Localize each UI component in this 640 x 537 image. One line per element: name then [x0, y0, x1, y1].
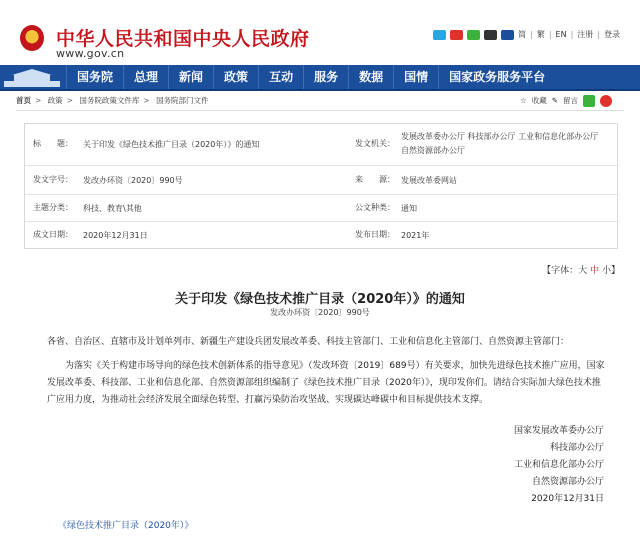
breadcrumb-policy-library[interactable]: 国务院政策文件库: [79, 96, 140, 105]
divider: |: [570, 30, 574, 39]
meta-label: 发布日期：: [355, 230, 395, 239]
meta-row: [25, 222, 617, 248]
signature-mnr: 自然资源部办公厅: [531, 477, 604, 487]
font-size-switcher: 【字体：大 中 小】: [542, 266, 620, 276]
nav-item-news[interactable]: 新闻: [168, 65, 213, 89]
meta-row: [25, 195, 617, 222]
breadcrumb-dept-documents[interactable]: 国务院部门文件: [156, 96, 209, 105]
main-nav: [0, 65, 640, 91]
meta-label: 成文日期：: [33, 230, 73, 239]
meta-published-value: 2021年: [401, 231, 430, 240]
login-link[interactable]: 登录: [604, 30, 620, 39]
comment-icon[interactable]: ✎: [551, 96, 558, 105]
breadcrumb-home[interactable]: 首页: [16, 96, 31, 105]
document-date: 2020年12月31日: [531, 494, 604, 504]
meta-title-value: 关于印发《绿色技术推广目录（2020年）》的通知: [83, 140, 260, 149]
document-body: 为落实《关于构建市场导向的绿色技术创新体系的指导意见》（发改环资〔2019〕689号）有关要求，加快先进绿色技术推广应用，国家发展改革委、科技部、工业和信息化部、自然资源部组织编制了《绿色技术推广目录（2020年）》，现印发你们。请结合实际加大绿色技术推广应用力度，为推动社会经济发展全面绿色转型、打赢污染防治攻坚战、实现碳达峰碳中和目标提供技术支撑。: [47, 361, 605, 405]
breadcrumb: 首页 > 政策 > 国务院政策文件库 > 国务院部门文件 ☆ 收藏 ✎ 留言: [16, 92, 624, 111]
lang-traditional-link[interactable]: 繁: [536, 30, 545, 39]
meta-topic-value: 科技、教育\其他: [83, 204, 142, 213]
attachment-link[interactable]: 《绿色技术推广目录（2020年）》: [58, 521, 194, 531]
document-recipients: 各省、自治区、直辖市及计划单列市、新疆生产建设兵团发展改革委、科技主管部门、工业和信息化主管部门、自然资源主管部门：: [47, 337, 570, 347]
nav-item-interaction[interactable]: 互动: [258, 65, 303, 89]
star-icon[interactable]: ☆: [519, 96, 527, 105]
weibo-share-icon[interactable]: [600, 95, 612, 107]
font-medium-button[interactable]: 中: [590, 266, 600, 276]
divider: |: [597, 30, 600, 39]
meta-label: 标 题：: [33, 139, 73, 148]
meta-docno-value: 发改办环资〔2020〕990号: [83, 176, 183, 185]
nav-item-data[interactable]: 数据: [348, 65, 393, 89]
tiananmen-skyline-icon: [4, 67, 60, 87]
national-emblem-icon: [20, 25, 44, 51]
signature-ndrc: 国家发展改革委办公厅: [513, 426, 604, 436]
meta-issuer-value: 自然资源部办公厅: [401, 146, 465, 155]
font-small-button[interactable]: 小: [601, 266, 611, 276]
favorite-link[interactable]: 收藏: [531, 96, 547, 105]
register-link[interactable]: 注册: [577, 30, 594, 39]
mobile-icon[interactable]: [501, 30, 514, 40]
meta-label: 主题分类：: [33, 203, 73, 212]
nav-item-national-info[interactable]: 国情: [393, 65, 438, 89]
lang-simplified-link[interactable]: 简: [518, 30, 527, 39]
document-title: 关于印发《绿色技术推广目录（2020年）》的通知: [175, 292, 465, 307]
wechat-icon[interactable]: [467, 30, 480, 40]
meta-written-value: 2020年12月31日: [83, 231, 148, 240]
signature-most: 科技部办公厅: [549, 443, 604, 453]
meta-label: 发文机关：: [355, 139, 395, 148]
site-header: [0, 0, 640, 65]
nav-item-services[interactable]: 服务: [303, 65, 348, 89]
meta-label: 来 源：: [355, 175, 395, 184]
site-url: www.gov.cn: [56, 47, 125, 60]
nav-item-premier[interactable]: 总理: [123, 65, 168, 89]
meta-type-value: 通知: [401, 204, 417, 213]
font-large-button[interactable]: 大: [578, 266, 588, 276]
meta-issuer-value: 发展改革委办公厅 科技部办公厅 工业和信息化部办公厅: [401, 132, 599, 141]
weibo-icon[interactable]: [450, 30, 463, 40]
app-icon[interactable]: [484, 30, 497, 40]
lang-english-link[interactable]: EN: [555, 30, 567, 39]
breadcrumb-policy[interactable]: 政策: [47, 96, 63, 105]
divider: |: [548, 30, 552, 39]
document-metadata-table: [24, 123, 618, 249]
nav-item-policy[interactable]: 政策: [213, 65, 258, 89]
comment-link[interactable]: 留言: [563, 96, 578, 105]
meta-label: 公文种类：: [355, 203, 395, 212]
meta-row: [25, 124, 617, 166]
nav-item-state-council[interactable]: 国务院: [66, 65, 123, 89]
top-links: [433, 29, 620, 40]
social-icon-1[interactable]: [433, 30, 446, 40]
wechat-share-icon[interactable]: [583, 95, 595, 107]
document-number: 发改办环资〔2020〕990号: [270, 308, 370, 317]
meta-source-value: 发展改革委网站: [401, 176, 457, 185]
nav-item-service-platform[interactable]: 国家政务服务平台: [438, 65, 555, 89]
divider: |: [530, 30, 533, 39]
site-title[interactable]: 中华人民共和国中央人民政府: [56, 28, 310, 50]
signature-miit: 工业和信息化部办公厅: [513, 460, 604, 470]
meta-row: [25, 166, 617, 195]
meta-label: 发文字号：: [33, 175, 73, 184]
